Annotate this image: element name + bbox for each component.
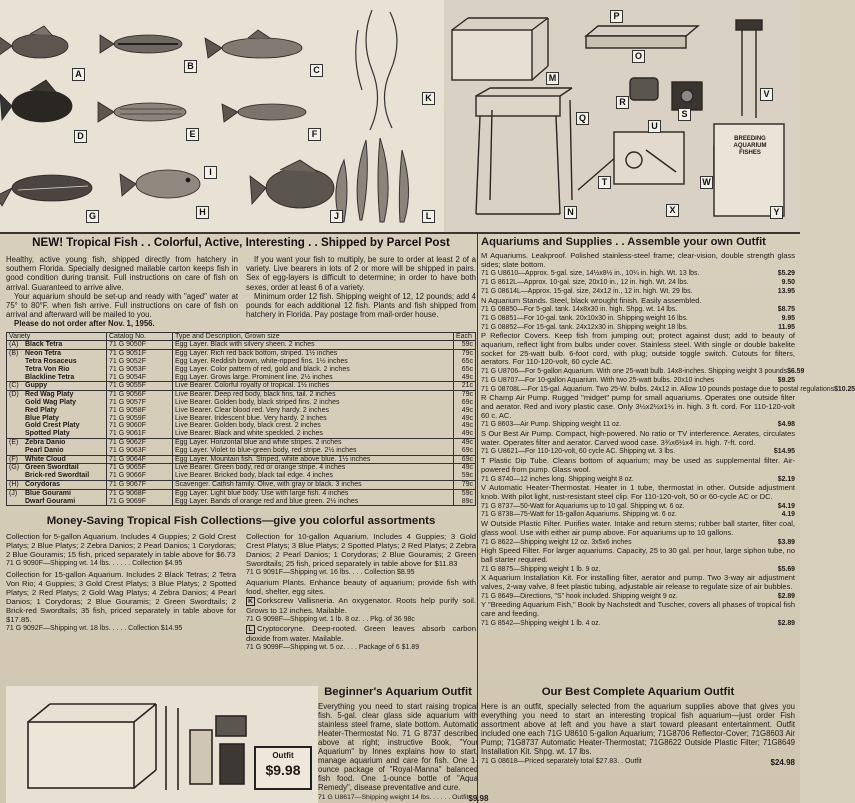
supplies-list [481,251,855,629]
order-line: 71 G 9090F—Shipping wt. 14 lbs. . . . . . Collection $4.95 [6,560,183,568]
plant-k-desc: Corkscrew Vallisneria. An oxygenator. Roots help purify soil. Grows to 12 inches. Mailable. [246,596,476,616]
order-catalog: 71 G 8622—Shipping weight 12 oz. 3x5x6 inches [481,538,632,546]
fish-intro [6,255,476,329]
collections-title: Money-Saving Tropical Fish Collections—give you colorful assortments [46,515,436,528]
product-description: P Reflector Covers. Keep fish from jumping out; protect against dust; add to beauty of aquarium, reflect light from bulbs under cover. Stainless steel. With single or double bakelite socket for 25-watt bulb. 6-foot cord, with plug; outside toggle switch. Cutouts for filters, aerators. For 110-120-volt, 60 cycle AC. [481,331,795,367]
catalog-cell: 71 G 9069F [107,498,173,506]
price-cell: 69c [454,455,476,464]
price-cell: 49c [454,422,476,430]
col-header-variety: Variety [7,332,107,341]
variety-letter: (B) [9,350,19,358]
order-price: $5.29 [777,270,795,278]
price-cell: 65c [454,366,476,374]
variety-cell [7,407,107,415]
outfit-price-tag [254,746,312,790]
table-row [7,430,476,438]
intro-paragraph: Healthy, active young fish, shipped directly from hatchery in southern Florida. Specially designed mailable carton keeps fish in good condition during transit. Full instructions on care of fish on arrival. Guaranteed to arrive alive. [6,255,238,292]
fish-e [98,102,186,122]
description-cell: Live Bearer. Iridescent blue. Very hardy. 2 inches [173,415,454,423]
table-row [7,447,476,455]
label-r: R [616,96,629,109]
table-row [7,391,476,399]
fish-price-table [6,332,476,507]
label-x: X [666,204,679,217]
variety-name: White Cloud [25,455,66,463]
variety-cell [7,472,107,480]
col-header-each: Each [454,332,476,341]
beginner-outfit-illustration [6,686,318,803]
description-cell: Live Bearer. Clear blood red. Very hardy. 2 inches [173,407,454,415]
variety-cell [7,399,107,407]
label-i: I [204,166,217,179]
variety-name: Gold Wag Platy [25,399,77,406]
plant-l-text [246,624,476,643]
label-o: O [632,50,645,63]
label-m: M [546,72,559,85]
catalog-cell: 71 G 9053F [107,366,173,374]
variety-letter: (A) [9,341,19,349]
product-description: S Our Best Air Pump. Compact, high-powered. No ratio or TV interference. Aerates, circulates water. Operates filter and aerator. Carved wood case. 3¾x6½x4 in. high. 7-ft. cord. [481,429,795,447]
order-line: 71 G 9098F—Shipping wt. 1 lb. 8 oz. . . Pkg. of 36 98c [246,616,415,624]
collection-15-gal: Collection for 15-gallon Aquarium. Includes 2 Black Tetras; 2 Tetra Von Rio; 4 Guppies; 3 Gold Crest Platys; 3 Blue Platys; 2 Spotted Platys; 2 Red Platys; 2 Gold Wag Platys; 4 Zebra Danios; 4 Pearl Danios; 1 Corydoras; 2 Blue Gouramis; 2 Green Swordtails; 2 Brick-red Swordtails; 35 fish, priced separately in table above for $17.85. [6,570,236,625]
catalog-cell: 71 G 9052F [107,358,173,366]
catalog-cell: 71 G 9067F [107,480,173,489]
variety-cell [7,391,107,399]
stand-n [476,88,572,214]
fish-d [0,80,72,122]
variety-cell [7,455,107,464]
variety-name: Guppy [25,382,48,390]
label-v: V [760,88,773,101]
fish-h [120,170,200,198]
price-cell: 59c [454,341,476,350]
variety-cell [7,341,107,350]
plant-l [336,138,409,222]
product-description: V Automatic Heater-Thermostat. Heater in 1 tube, thermostat in other. Outside adjustment knob. With pilot light, rust-resistant steel clip. For 110-120-volt, 50 or 60-cycle AC or DC. [481,483,795,501]
intro-paragraph: Minimum order 12 fish. Shipping weight of 12, 12 pounds; add 4 pounds for each additional 12 fish. Plants and fish shipped from hatchery in Florida. Pay postage from mail-order house. [246,291,476,320]
variety-cell [7,358,107,366]
price-cell: 89c [454,498,476,506]
price-cell: 49c [454,430,476,438]
table-row [7,472,476,480]
order-catalog: 71 G U8621—For 110-120-volt, 60 cycle AC. Shipping wt. 3 lbs. [481,448,676,456]
variety-cell [7,489,107,497]
table-row [7,415,476,423]
price-cell: 49c [454,464,476,472]
variety-cell [7,464,107,472]
aquarium-m [452,18,548,80]
product-description: M Aquariums. Leakproof. Polished stainless-steel frame; clear-vision, double strength glass sides; slate bottom. [481,251,795,269]
complete-outfit-section [481,686,795,767]
variety-name: Neon Tetra [25,350,62,358]
variety-cell [7,382,107,391]
variety-cell [7,350,107,358]
order-price: $2.19 [777,475,795,483]
variety-name: Gold Crest Platy [25,422,80,430]
order-price: $10.25 [834,385,855,393]
label-q: Q [576,112,589,125]
variety-name: Blue Platy [25,414,59,422]
complete-title: Our Best Complete Aquarium Outfit [541,686,735,698]
variety-name: Brick-red Swordtail [25,472,90,480]
table-row [7,480,476,489]
order-deadline-note: Please do not order after Nov. 1, 1956. [14,319,155,329]
beginner-text [318,686,489,803]
order-line: 71 G 9091F—Shipping wt. 16 lbs. . . . Collection $8.95 [246,569,415,577]
plant-k [356,10,397,130]
variety-name: Blackline Tetra [25,373,75,381]
description-cell: Egg Layer. Violet to blue-green body, red stripe. 2½ inches [173,447,454,455]
label-p: P [610,10,623,23]
order-line [481,279,795,288]
description-cell: Egg Layer. Light blue body. Use with large fish. 4 inches [173,489,454,497]
variety-cell [7,480,107,489]
variety-name: Tetra Von Rio [25,365,70,373]
order-catalog: 71 G 08614L—Approx. 15-gal. size, 24x12 in., 12 in. high. Wt. 29 lbs. [481,287,693,295]
collection-5-gal: Collection for 5-gallon Aquarium. Includes 4 Guppies; 2 Gold Crest Platys; 2 Blue Platys; 2 Zebra Danios; 2 Pearl Danios; 1 Corydoras; 2 Blue Gouramis; 15 fish, priced separately in table above for $6.73 [6,532,236,560]
description-cell: Egg Layer. Reddish brown, white-ripped fins. 1½ inches [173,358,454,366]
order-catalog: 71 G 08708L—For 15-gal. Aquarium. Two 25-W. bulbs. 24x12 in. Allow 10 pounds postage due to postal regulations [481,385,835,393]
variety-letter: (D) [9,391,19,399]
supplies-drawings [446,0,800,232]
product-description: T Plastic Dip Tube. Cleans bottom of aquarium; may be used as supplemental filter. Air-powered from pump. Glass wool. [481,456,795,474]
booklet-cover-label: BREEDING AQUARIUM FISHES [733,136,767,156]
table-row [7,489,476,497]
label-f: F [308,128,321,141]
table-row [7,358,476,366]
order-price: $14.95 [773,448,795,456]
order-catalog: 71 G U8706—For 5-gallon Aquarium. With one 25-watt bulb. 14x8-inches. Shipping weight 3 pounds [481,368,788,376]
description-cell: Egg Layer. Black with silvery sheen. 2 inches [173,341,454,350]
description-cell: Live Bearer. Deep red body, black fins, tail. 2 inches [173,391,454,399]
order-price: $2.89 [777,592,795,600]
description-cell: Live Bearer. Bricked body, black tail edge. 4 inches [173,472,454,480]
order-catalog: 71 G 8612L—Approx. 10-gal. size, 20x10 in., 12 in. high. Wt. 24 lbs. [481,279,689,287]
table-row [7,350,476,358]
catalog-cell: 71 G 9057F [107,399,173,407]
product-description: R Champ Air Pump. Rugged "midget" pump for small aquariums. Operates one outside filter and aerator. Red and ivory plastic case. Only 3½x2½x1½ in. high. 3 ft. cord. For 110-120-volt 60 c. AC. [481,393,795,420]
price-cell: 65c [454,358,476,366]
supplies-section [481,236,855,629]
description-cell: Egg Layer. Mountain fish. Striped, white above blue. 1½ inches [173,455,454,464]
item-letter: L [246,625,255,634]
table-row [7,498,476,506]
label-g: G [86,210,99,223]
description-cell: Egg Layer. Rich red back bottom, striped. 1½ inches [173,350,454,358]
beginner-order-line [318,794,489,803]
beginner-outfit-section [6,686,489,803]
catalog-cell: 71 G 9064F [107,455,173,464]
order-price: $9.98 [468,794,489,803]
description-cell: Egg Layer. Grows large. Prominent line. 2½ inches [173,374,454,382]
variety-name: Black Tetra [25,341,63,349]
order-catalog: 71 G 8737—50-Watt for Aquariums up to 10 gal. Shipping wt. 6 oz. [481,502,685,510]
label-d: D [74,130,87,143]
label-c: C [310,64,323,77]
order-catalog: 71 G 08850—For 5-gal. tank. 14x8x30 in. high. Shpg. wt. 14 lbs. [481,306,678,314]
variety-cell [7,447,107,455]
table-header-row [7,332,476,341]
plant-k-text [246,596,476,615]
order-catalog: 71 G U8707—For 10-gallon Aquarium. With two 25-watt bulbs. 20x10 inches [481,376,715,384]
variety-cell [7,430,107,438]
order-catalog: 71 G U8610—Approx. 5-gal. size, 14½x8½ in., 10¼ in. high. Wt. 13 lbs. [481,270,700,278]
catalog-cell: 71 G 9055F [107,382,173,391]
variety-letter: (J) [9,489,18,497]
description-cell: Egg Layer. Bands of orange red and blue green. 2½ inches [173,498,454,506]
variety-cell [7,422,107,430]
variety-name: Spotted Platy [25,430,70,438]
fish-section-title: NEW! Tropical Fish . . Colorful, Active, Interesting . . Shipped by Parcel Post [32,236,450,249]
variety-cell [7,438,107,446]
product-description: X Aquarium Installation Kit. For installing filter, aerator and pump. Two 3-way air adjustment valves, 2-way valve, 8 feet plastic tubing, adjustable air release to regulate size of air bubbles. [481,573,795,592]
description-cell: Live Bearer. Colorful royalty of tropical. 1½ inches [173,382,454,391]
label-b: B [184,60,197,73]
product-description: N Aquarium Stands. Steel, black wrought finish. Easily assembled. [481,295,702,305]
label-l: L [422,210,435,223]
price-cell: 49c [454,407,476,415]
label-e: E [186,128,199,141]
complete-body: Here is an outfit, specially selected from the aquarium supplies above that gives you everything you need to start an interesting tropical fish aquarium—just order Fish assortment above at left and you have a start toward pleasant entertainment. Outfit included one each 71G U8610 5-gallon Aquarium; 71G8706 Reflector-Cover; 71G8603 Air Pump; 71G8737 Automatic Heater-Thermostat; 71G8622 Outside Plastic Filter; 71G8649 Installation Kit. Shpg. wt. 17 lbs. [481,702,795,756]
collections [6,532,476,652]
product-description: Y "Breeding Aquarium Fish," Book by Nachstedt and Tuscher, covers all phases of tropical fish care and feeding. [481,600,795,619]
order-line [481,315,795,324]
catalog-cell: 71 G 9058F [107,407,173,415]
order-price: 11.95 [778,323,795,331]
description-cell: Live Bearer. Black and white speckled. 2 inches [173,430,454,438]
price-cell: 21c [454,382,476,391]
variety-name: Blue Gourami [25,489,71,497]
table-row [7,438,476,446]
order-price: $8.75 [777,306,795,314]
order-price: $9.25 [777,376,795,384]
beginner-title: Beginner's Aquarium Outfit [324,686,472,698]
variety-name: Dwarf Gourami [25,497,76,505]
price-cell: 49c [454,415,476,423]
variety-letter: (C) [9,382,19,390]
complete-order-line [481,758,795,767]
variety-cell [7,366,107,374]
beginner-body: Everything you need to start raising tropical fish. 5-gal. clear glass side aquarium with stainless steel frame, slate bottom. Automatic Heater-Thermostat No. 71 G 8737 described above at right; instructive Book, "Your Aquarium" by Innes explains how to start, manage aquarium and care for fish. One 1-ounce package of "Royal-Manna" balanced fish food. One 1-ounce bottle of "Aqua Remedy", disease preventative and cure. [318,702,478,792]
tag-label: Outfit [272,751,294,760]
fish-drawings [0,0,444,232]
variety-letter: (G) [9,464,20,472]
catalog-cell: 71 G 9056F [107,391,173,399]
description-cell: Egg Layer. Color pattern of red, gold and black. 2 inches [173,366,454,374]
order-catalog: 71 G 08852—For 15-gal. tank. 24x12x30 in. Shipping weight 18 lbs. [481,323,688,331]
fish-illustrations [0,0,444,232]
order-price: $5.69 [777,565,795,573]
table-row [7,382,476,391]
order-line [481,306,795,315]
intro-paragraph: If you want your fish to multiply, be sure to order at least 2 of a variety. Live bearers in lots of 2 or more will be shipped in pairs. Sex of egg-layers is difficult to determine; in order to have both sexes, order at least 6 of a variety. [246,255,476,292]
order-price: $24.98 [770,758,795,767]
table-row [7,464,476,472]
table-row [7,407,476,415]
variety-letter: (H) [9,480,19,488]
price-cell: 79c [454,350,476,358]
table-row [7,422,476,430]
order-catalog: 71 G 8542—Shipping weight 1 lb. 4 oz. [481,619,601,627]
variety-name: Zebra Danio [25,438,66,446]
price-cell: 59c [454,489,476,497]
table-row [7,366,476,374]
installation-kit-x [614,132,684,184]
catalog-cell: 71 G 9054F [107,374,173,382]
variety-cell [7,415,107,423]
order-catalog: 71 G 8738—75-Watt for 15-gallon Aquariums. Shipping wt. 6 oz. [481,511,677,519]
label-t: T [598,176,611,189]
catalog-cell: 71 G 9063F [107,447,173,455]
intro-paragraph: Your aquarium should be set-up and ready with "aged" water at 75° to 80°F. when fish arrive. Full instructions on care of fish on arrival and afterward will be mailed to you. [6,291,238,320]
description-cell: Scavenger. Catfish family. Olive, with gray or black. 3 inches [173,480,454,489]
pump-r [630,78,658,100]
fish-j [250,160,334,208]
reflector-p [586,26,698,48]
variety-name: Corydoras [25,480,61,488]
price-cell: 49c [454,374,476,382]
order-price: $2.89 [777,619,795,627]
description-cell: Live Bearer. Green body, red or orange stripe. 4 inches [173,464,454,472]
catalog-cell: 71 G 9060F [107,422,173,430]
fish-c [205,30,302,58]
variety-name: Red Platy [25,406,57,414]
item-letter: K [246,597,255,606]
label-h: H [196,206,209,219]
order-catalog: 71 G 8649—Directions, "S" hook included. Shipping weight 9 oz. [481,592,678,600]
order-line [481,270,795,279]
price-cell: 69c [454,399,476,407]
order-catalog: 71 G 08618—Priced separately total $27.83. . Outfit [481,758,642,765]
order-line [481,503,795,512]
variety-name: Green Swordtail [25,464,79,472]
order-catalog: 71 G 8740—12 inches long. Shipping weight 8 oz. [481,475,634,483]
catalog-cell: 71 G 9059F [107,415,173,423]
tag-price: $9.98 [265,762,301,778]
price-cell: 49c [454,438,476,446]
table-row [7,399,476,407]
order-line: 71 G 9092F—Shipping wt. 18 lbs. . . . . Collection $14.95 [6,625,183,633]
order-line [481,620,795,629]
order-price: 13.95 [777,287,795,295]
aquarium-plants: Aquarium Plants. Enhance beauty of aquarium; provide fish with food, shelter, egg sites. [246,578,476,597]
pump-s [672,82,702,110]
order-catalog: 71 G U8617—Shipping weight 14 lbs. . . . . . Outfit [318,794,469,801]
heater-v [736,20,762,118]
variety-letter: (E) [9,438,19,446]
description-cell: Live Bearer. Golden body, black crest. 2 inches [173,422,454,430]
order-price: 9.50 [781,279,795,287]
product-description: W Outside Plastic Filter. Purifies water. Intake and return stems; rubber ball starter, filter coal, glass wool. Use with either air pump above. For aquariums up to 10 gallons. [481,519,795,537]
order-price: 9.95 [781,314,795,322]
variety-name: Tetra Rosaceus [25,358,77,366]
order-price: $6.59 [787,368,805,376]
fish-a [0,26,68,58]
fish-g [0,175,92,206]
label-s: S [678,108,691,121]
price-cell: 79c [454,391,476,399]
supplies-title: Aquariums and Supplies . . Assemble your own Outfit [481,236,766,248]
variety-name: Red Wag Platy [25,391,74,399]
table-row [7,374,476,382]
table-row [7,341,476,350]
fish-f [222,104,306,122]
order-catalog: 71 G 08851—For 10-gal. tank. 20x10x30 in. Shipping weight 16 lbs. [481,314,688,322]
price-cell: 69c [454,447,476,455]
plant-l-desc: Cryptocoryne. Deep-rooted. Green leaves absorb carbon dioxide from water. Mailable. [246,624,476,644]
catalog-cell: 71 G 9050F [107,341,173,350]
label-u: U [648,120,661,133]
label-y: Y [770,206,783,219]
price-cell: 79c [454,480,476,489]
order-price: 4.19 [781,511,795,519]
catalog-cell: 71 G 9066F [107,472,173,480]
label-k: K [422,92,435,105]
table-row [7,455,476,464]
divider [0,232,800,234]
col-header-catalog: Catalog No. [107,332,173,341]
order-price: $3.89 [777,538,795,546]
col-header-description: Type and Description, Grown size [173,332,454,341]
label-w: W [700,176,713,189]
collection-10-gal: Collection for 10-gallon Aquarium. Includes 4 Guppies; 3 Gold Crest Platys; 3 Blue Platys; 2 Spotted Platys; 2 Red Platys; 2 Zebra Danios; 2 Pearl Danios; 1 Corydoras; 2 Blue Gouramis; 2 Green Swordtails; 25 fish, priced separately in table above for $11.83 [246,532,476,569]
order-line [481,377,795,386]
variety-name: Pearl Danio [25,446,64,454]
label-n: N [564,206,577,219]
order-line [481,368,805,377]
description-cell: Live Bearer. Golden body, black striped fins. 2 inches [173,399,454,407]
catalog-cell: 71 G 9065F [107,464,173,472]
tropical-fish-section [6,236,476,652]
price-cell: 59c [454,472,476,480]
catalog-cell: 71 G 9061F [107,430,173,438]
order-catalog: 71 G 8875—Shipping weight 1 lb. 9 oz. [481,565,601,573]
label-j: J [330,210,343,223]
order-line: 71 G 9099F—Shipping wt. 5 oz. . . . Package of 6 $1.89 [246,644,420,652]
variety-letter: (F) [9,455,18,463]
order-price: $4.98 [777,421,795,429]
illustration-band [0,0,800,232]
catalog-cell: 71 G 9051F [107,350,173,358]
description-cell: Egg Layer. Horizontal blue and white stripes. 2 inches [173,438,454,446]
variety-cell [7,498,107,506]
order-price: $4.19 [777,502,795,510]
product-description: High Speed Filter. For larger aquariums. Capacity, 25 to 30 gal. per hour, large siphon tube, no ball starter required. [481,546,795,564]
variety-cell [7,374,107,382]
catalog-cell: 71 G 9068F [107,489,173,497]
supplies-illustrations [446,0,800,232]
order-catalog: 71 G 8603—Air Pump. Shipping weight 11 oz. [481,421,622,429]
label-a: A [72,68,85,81]
catalog-cell: 71 G 9062F [107,438,173,446]
fish-b [100,35,182,53]
